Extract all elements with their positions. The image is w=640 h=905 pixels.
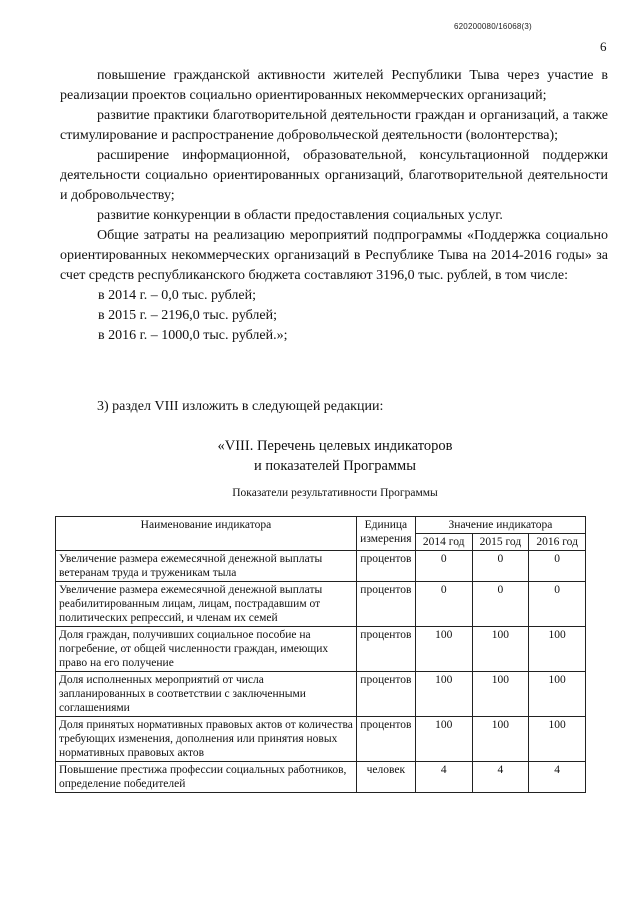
indicators-table — [55, 516, 586, 793]
indicator-name: Увеличение размера ежемесячной денежной выплаты реабилитированным лицам, лицам, пострадавшим от политических репрессий, и членам их семей — [56, 582, 357, 627]
header-value-group: Значение индикатора — [415, 517, 585, 534]
indicator-unit: процентов — [356, 717, 415, 762]
indicator-name: Увеличение размера ежемесячной денежной выплаты ветеранам труда и труженикам тыла — [56, 551, 357, 582]
paragraph: повышение гражданской активности жителей Республики Тыва через участие в реализации проектов социально ориентированных некоммерческих организаций; — [60, 68, 608, 103]
amount-line: в 2015 г. – 2196,0 тыс. рублей; — [98, 308, 277, 323]
value-2014: 100 — [415, 717, 472, 762]
paragraph: развитие практики благотворительной деятельности граждан и организаций, а также стимулирование и распространение добровольческой деятельности (волонтерства); — [60, 108, 608, 143]
paragraph: Общие затраты на реализацию мероприятий подпрограммы «Поддержка социально ориентированных некоммерческих организаций в Республике Тыва на 2014-2016 годы» за счет средств республиканского бюджета составляют 3196,0 тыс. рублей, в том числе: — [60, 228, 608, 283]
table-caption: Показатели результативности Программы — [232, 487, 438, 499]
paragraph: расширение информационной, образовательной, консультационной поддержки деятельности социально ориентированных организаций, благотворительной деятельности и добровольчеству; — [60, 148, 608, 203]
value-2016: 4 — [529, 762, 586, 793]
header-year-2016: 2016 год — [529, 534, 586, 551]
indicator-unit: человек — [356, 762, 415, 793]
table-row — [56, 717, 586, 762]
value-2014: 100 — [415, 627, 472, 672]
value-2015: 0 — [472, 582, 529, 627]
value-2016: 100 — [529, 717, 586, 762]
table-row — [56, 582, 586, 627]
value-2015: 100 — [472, 717, 529, 762]
indicator-unit: процентов — [356, 627, 415, 672]
header-year-2014: 2014 год — [415, 534, 472, 551]
document-code: 620200080/16068(3) — [454, 22, 532, 31]
paragraph: развитие конкуренции в области предоставления социальных услуг. — [97, 208, 503, 223]
amount-line: в 2016 г. – 1000,0 тыс. рублей.»; — [98, 328, 288, 343]
amount-line: в 2014 г. – 0,0 тыс. рублей; — [98, 288, 256, 303]
value-2016: 0 — [529, 551, 586, 582]
value-2015: 100 — [472, 672, 529, 717]
table-row — [56, 627, 586, 672]
page-number: 6 — [600, 39, 607, 54]
indicator-unit: процентов — [356, 672, 415, 717]
value-2014: 0 — [415, 551, 472, 582]
section-heading-line1: «VIII. Перечень целевых индикаторов — [217, 438, 453, 454]
indicator-name: Доля принятых нормативных правовых актов от количества требующих изменения, дополнения или принятия новых нормативных правовых актов — [56, 717, 357, 762]
body-text — [60, 66, 608, 346]
table-row — [56, 551, 586, 582]
indicator-name: Доля исполненных мероприятий от числа запланированных в соответствии с заключенными соглашениями — [56, 672, 357, 717]
value-2014: 0 — [415, 582, 472, 627]
value-2015: 0 — [472, 551, 529, 582]
value-2016: 100 — [529, 672, 586, 717]
value-2016: 0 — [529, 582, 586, 627]
value-2016: 100 — [529, 627, 586, 672]
indicator-name: Повышение престижа профессии социальных работников, определение победителей — [56, 762, 357, 793]
value-2014: 100 — [415, 672, 472, 717]
section-heading — [150, 436, 520, 476]
header-unit: Единица измерения — [356, 517, 415, 551]
header-indicator-name: Наименование индикатора — [56, 517, 357, 551]
section-heading-line2: и показателей Программы — [254, 458, 416, 474]
indicator-unit: процентов — [356, 551, 415, 582]
header-year-2015: 2015 год — [472, 534, 529, 551]
indicator-name: Доля граждан, получивших социальное пособие на погребение, от общей численности граждан, имеющих право на его получение — [56, 627, 357, 672]
value-2014: 4 — [415, 762, 472, 793]
section-instruction: 3) раздел VIII изложить в следующей редакции: — [97, 399, 384, 414]
indicator-unit: процентов — [356, 582, 415, 627]
value-2015: 4 — [472, 762, 529, 793]
table-row — [56, 762, 586, 793]
table-row — [56, 672, 586, 717]
value-2015: 100 — [472, 627, 529, 672]
